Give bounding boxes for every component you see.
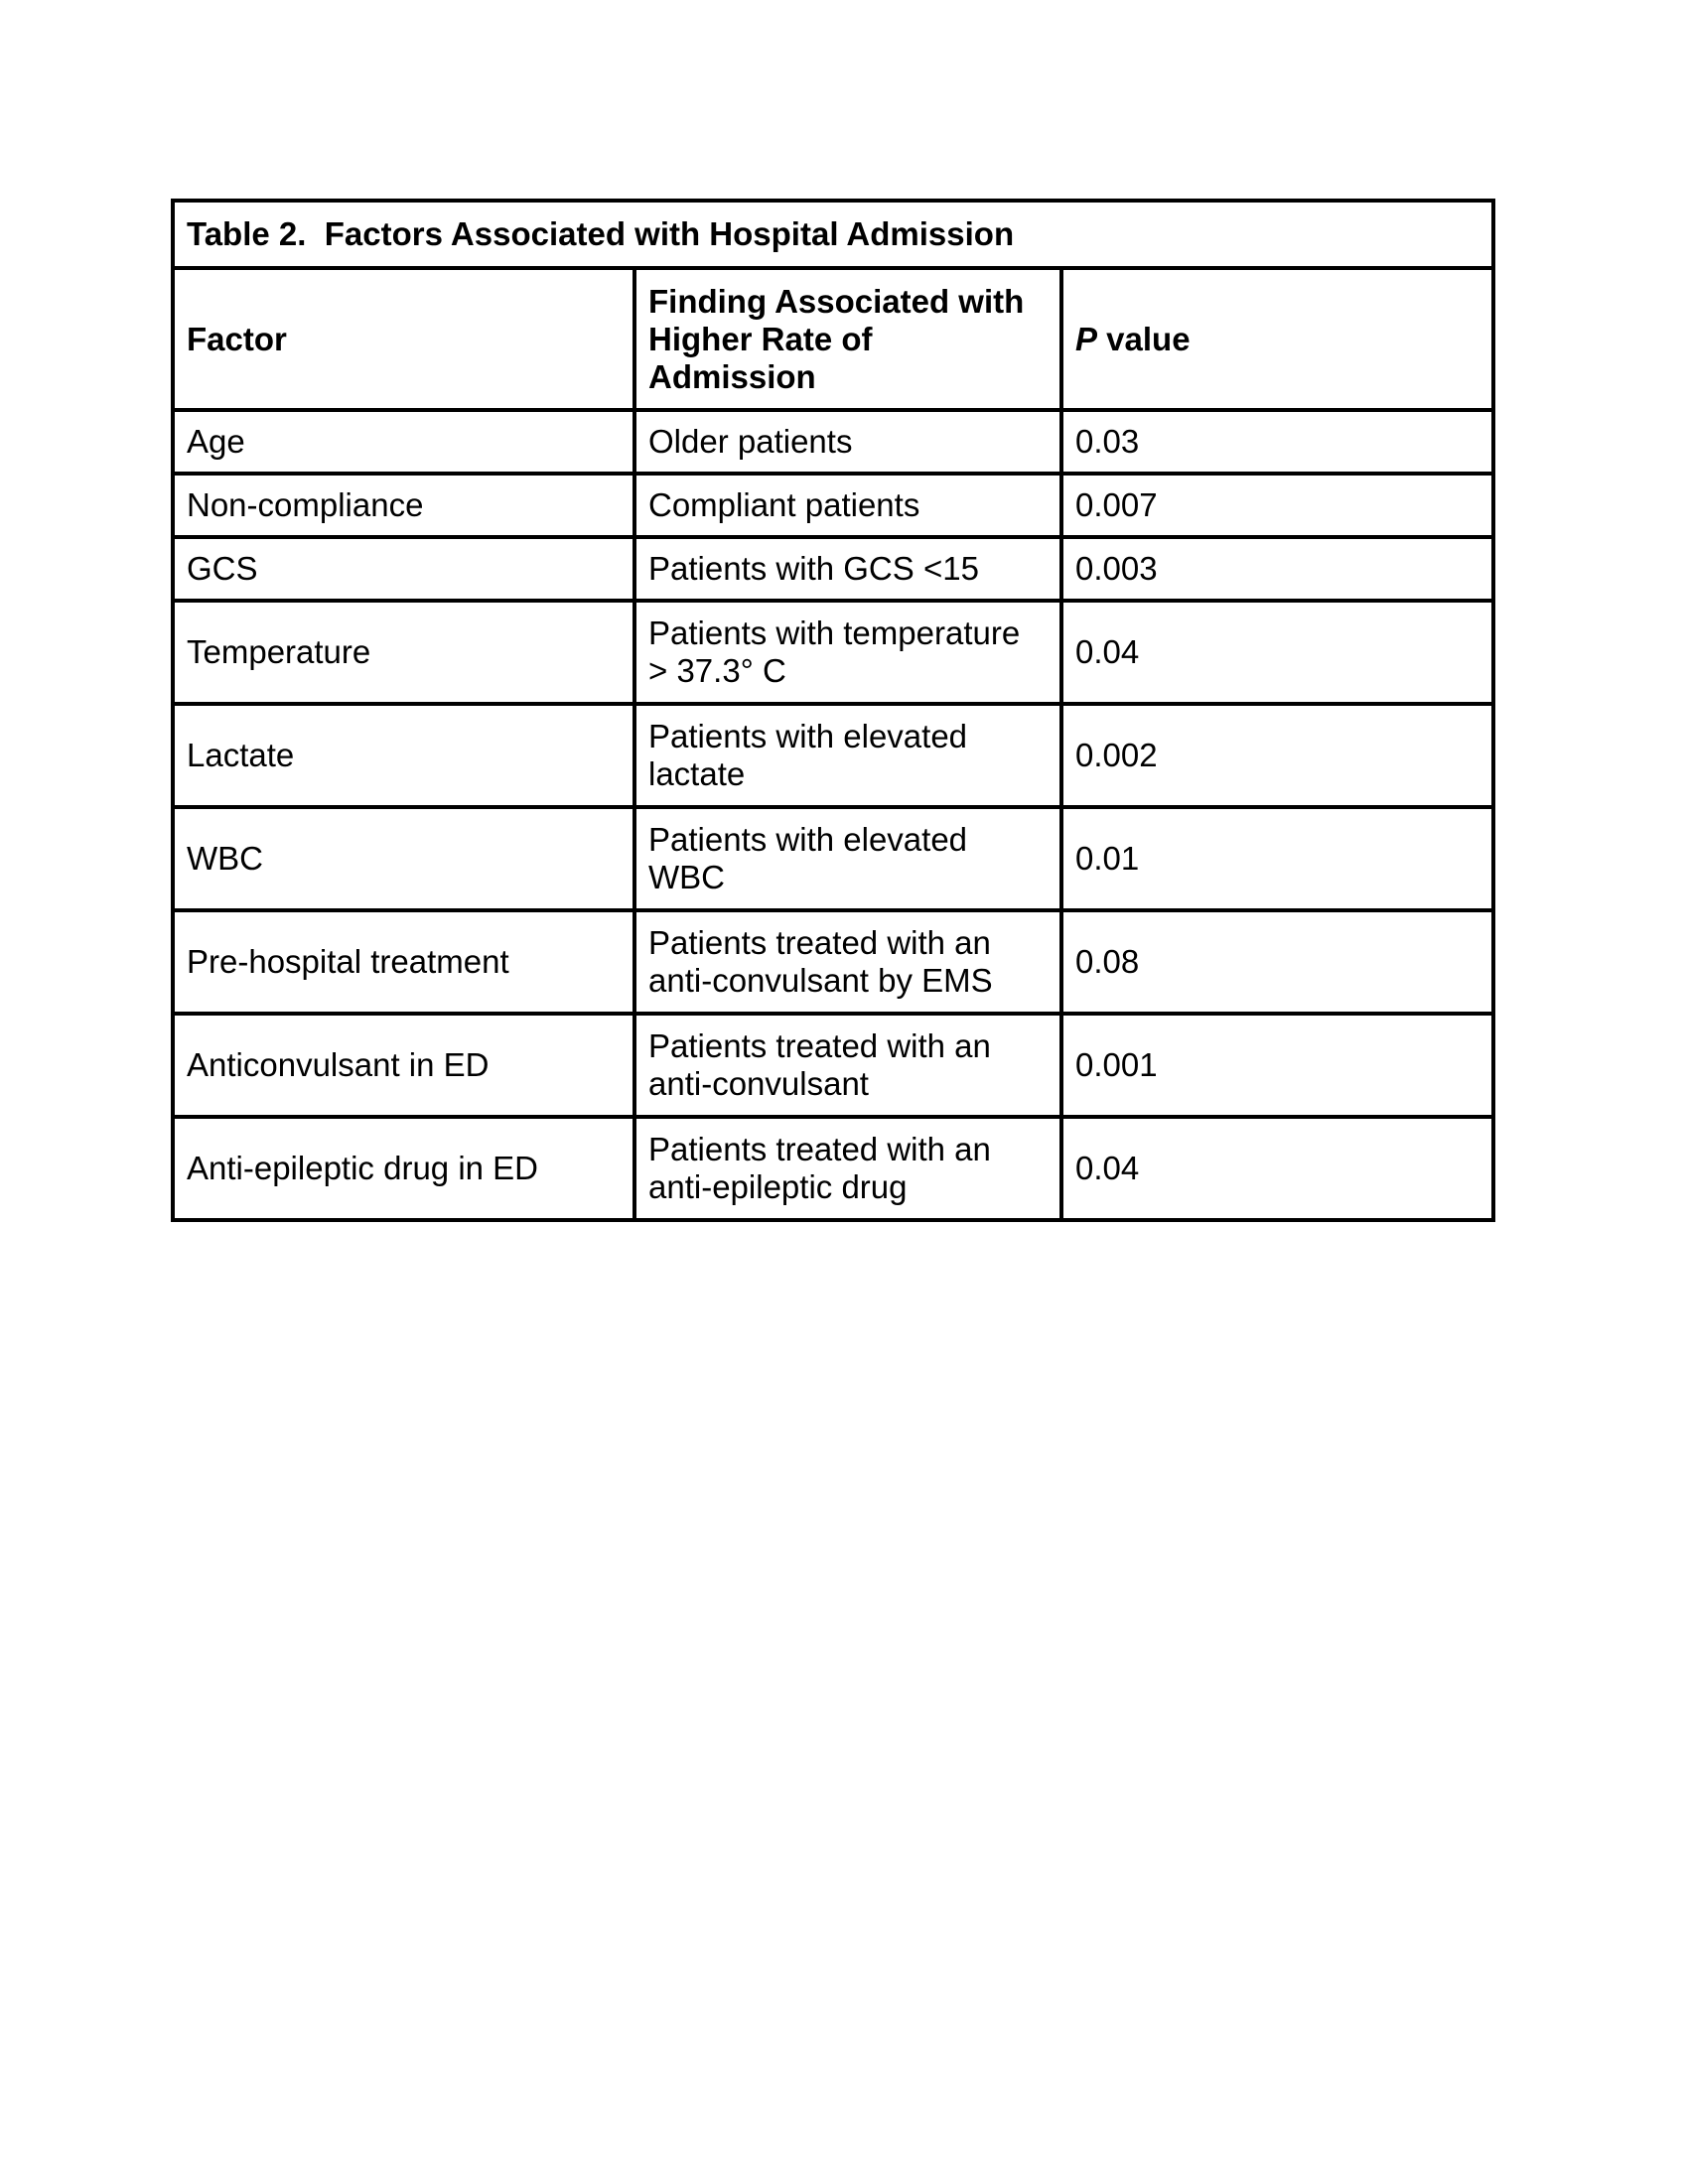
finding-cell: Patients with elevated WBC (634, 807, 1061, 910)
finding-cell: Patients treated with an anti-epileptic drug (634, 1117, 1061, 1220)
factor-cell: Pre-hospital treatment (173, 910, 634, 1014)
table-row-temperature (173, 601, 1493, 704)
finding-cell: Patients with elevated lactate (634, 704, 1061, 807)
table-row-age (173, 410, 1493, 474)
finding-cell: Older patients (634, 410, 1061, 474)
p-value-cell: 0.08 (1061, 910, 1493, 1014)
finding-cell: Patients with temperature > 37.3° C (634, 601, 1061, 704)
table-row-anticonvulsant-in-ed (173, 1014, 1493, 1117)
factor-cell: WBC (173, 807, 634, 910)
column-header-factor: Factor (173, 268, 634, 410)
finding-cell: Compliant patients (634, 474, 1061, 537)
table-row-non-compliance (173, 474, 1493, 537)
p-value-cell: 0.001 (1061, 1014, 1493, 1117)
p-value-italic-p: P (1075, 320, 1098, 357)
column-header-finding: Finding Associated with Higher Rate of Admission (634, 268, 1061, 410)
table-row-lactate (173, 704, 1493, 807)
table-row-pre-hospital-treatment (173, 910, 1493, 1014)
factor-cell: Anti-epileptic drug in ED (173, 1117, 634, 1220)
p-value-cell: 0.04 (1061, 1117, 1493, 1220)
finding-cell: Patients with GCS <15 (634, 537, 1061, 601)
p-value-cell: 0.002 (1061, 704, 1493, 807)
factor-cell: Age (173, 410, 634, 474)
factor-cell: Anticonvulsant in ED (173, 1014, 634, 1117)
p-value-cell: 0.01 (1061, 807, 1493, 910)
column-header-p-value (1061, 268, 1493, 410)
table-title-row (173, 201, 1493, 268)
p-value-cell: 0.007 (1061, 474, 1493, 537)
p-value-cell: 0.03 (1061, 410, 1493, 474)
p-value-label-rest: value (1097, 320, 1191, 357)
table-header-row (173, 268, 1493, 410)
p-value-cell: 0.003 (1061, 537, 1493, 601)
p-value-cell: 0.04 (1061, 601, 1493, 704)
factor-cell: Lactate (173, 704, 634, 807)
factor-cell: GCS (173, 537, 634, 601)
factor-cell: Non-compliance (173, 474, 634, 537)
table-row-gcs (173, 537, 1493, 601)
factors-admission-table (171, 199, 1495, 1222)
finding-cell: Patients treated with an anti-convulsant by EMS (634, 910, 1061, 1014)
table-row-wbc (173, 807, 1493, 910)
factor-cell: Temperature (173, 601, 634, 704)
table-row-anti-epileptic-drug-in-ed (173, 1117, 1493, 1220)
finding-cell: Patients treated with an anti-convulsant (634, 1014, 1061, 1117)
table-title: Table 2. Factors Associated with Hospital Admission (173, 201, 1493, 268)
